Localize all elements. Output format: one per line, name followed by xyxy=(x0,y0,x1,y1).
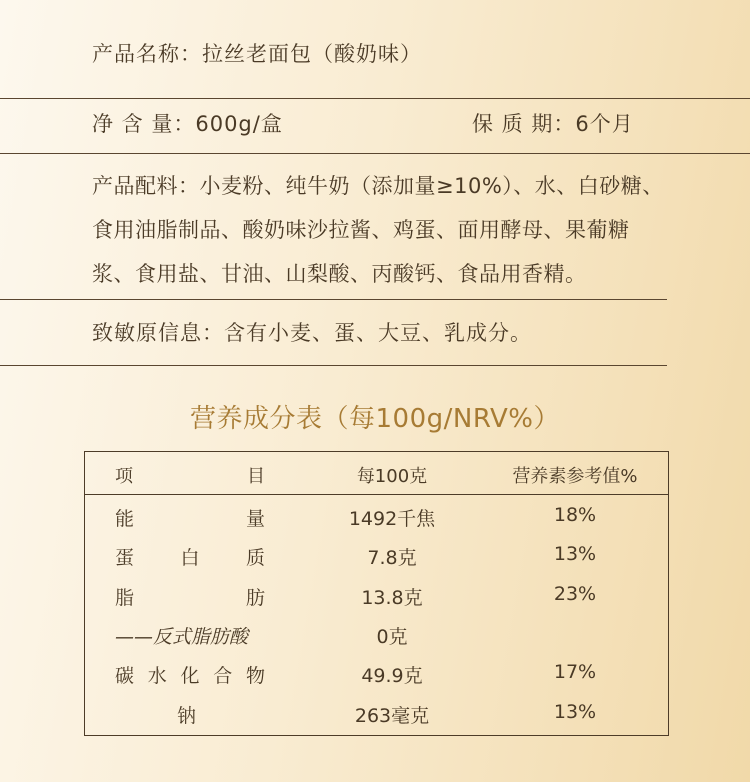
ingredients-block xyxy=(92,164,692,296)
table-row-carb-value: 49.9克 xyxy=(361,665,423,687)
table-row-energy-nrv: 18% xyxy=(553,504,597,526)
table-row-fat-nrv: 23% xyxy=(553,583,597,605)
name-char: 物 xyxy=(245,665,265,687)
table-row-transfat-value: 0克 xyxy=(376,626,408,648)
net-content: 净 含 量：600g/盒 xyxy=(92,112,283,136)
divider xyxy=(0,153,750,154)
table-row-protein-value: 7.8克 xyxy=(367,547,417,569)
table-row-fat-value: 13.8克 xyxy=(361,587,423,609)
name-char: 蛋 xyxy=(115,547,135,569)
table-header-per100: 每100克 xyxy=(356,466,428,487)
name-char: 能 xyxy=(115,508,135,530)
name-char: 白 xyxy=(180,547,200,569)
table-row-fat-name xyxy=(115,583,265,610)
divider xyxy=(0,98,750,99)
table-row-protein-name xyxy=(115,543,265,570)
ingredients-line: 食用油脂制品、酸奶味沙拉酱、鸡蛋、面用酵母、果葡糖 xyxy=(92,218,630,242)
name-char: 碳 xyxy=(115,665,135,687)
ingredients-line: 产品配料：小麦粉、纯牛奶（添加量≥10%）、水、白砂糖、 xyxy=(92,174,664,198)
name-char: 水 xyxy=(147,665,167,687)
table-header-item xyxy=(115,462,265,488)
table-row-protein-nrv: 13% xyxy=(553,543,597,565)
nutrition-table-title: 营养成分表（每100g/NRV%） xyxy=(190,404,560,434)
table-row-sodium-value: 263毫克 xyxy=(354,705,430,727)
shelf-life: 保 质 期：6个月 xyxy=(472,112,634,136)
table-row-transfat-name: ——反式脂肪酸 xyxy=(115,626,249,648)
table-row-energy-value: 1492千焦 xyxy=(348,508,436,530)
name-char: 化 xyxy=(180,665,200,687)
table-header-nrv: 营养素参考值% xyxy=(512,466,638,487)
ingredients-line: 浆、食用盐、甘油、山梨酸、丙酸钙、食品用香精。 xyxy=(92,262,587,286)
header-item-b: 目 xyxy=(247,466,265,487)
allergen-info: 致敏原信息：含有小麦、蛋、大豆、乳成分。 xyxy=(92,321,532,345)
name-char: 脂 xyxy=(115,587,135,609)
table-row-carb-nrv: 17% xyxy=(553,661,597,683)
name-char: 合 xyxy=(213,665,233,687)
table-row-sodium-name: 钠 xyxy=(177,705,197,727)
table-row-sodium-nrv: 13% xyxy=(553,701,597,723)
table-row-carb-name xyxy=(115,661,265,688)
name-char: 质 xyxy=(245,547,265,569)
divider xyxy=(0,365,667,366)
header-divider xyxy=(85,494,668,495)
header-item-a: 项 xyxy=(115,466,133,487)
name-char: 肪 xyxy=(245,587,265,609)
nutrition-table xyxy=(84,451,669,736)
name-char: 量 xyxy=(245,508,265,530)
table-row-energy-name xyxy=(115,504,265,531)
divider xyxy=(0,299,667,300)
product-name: 产品名称：拉丝老面包（酸奶味） xyxy=(92,42,422,66)
